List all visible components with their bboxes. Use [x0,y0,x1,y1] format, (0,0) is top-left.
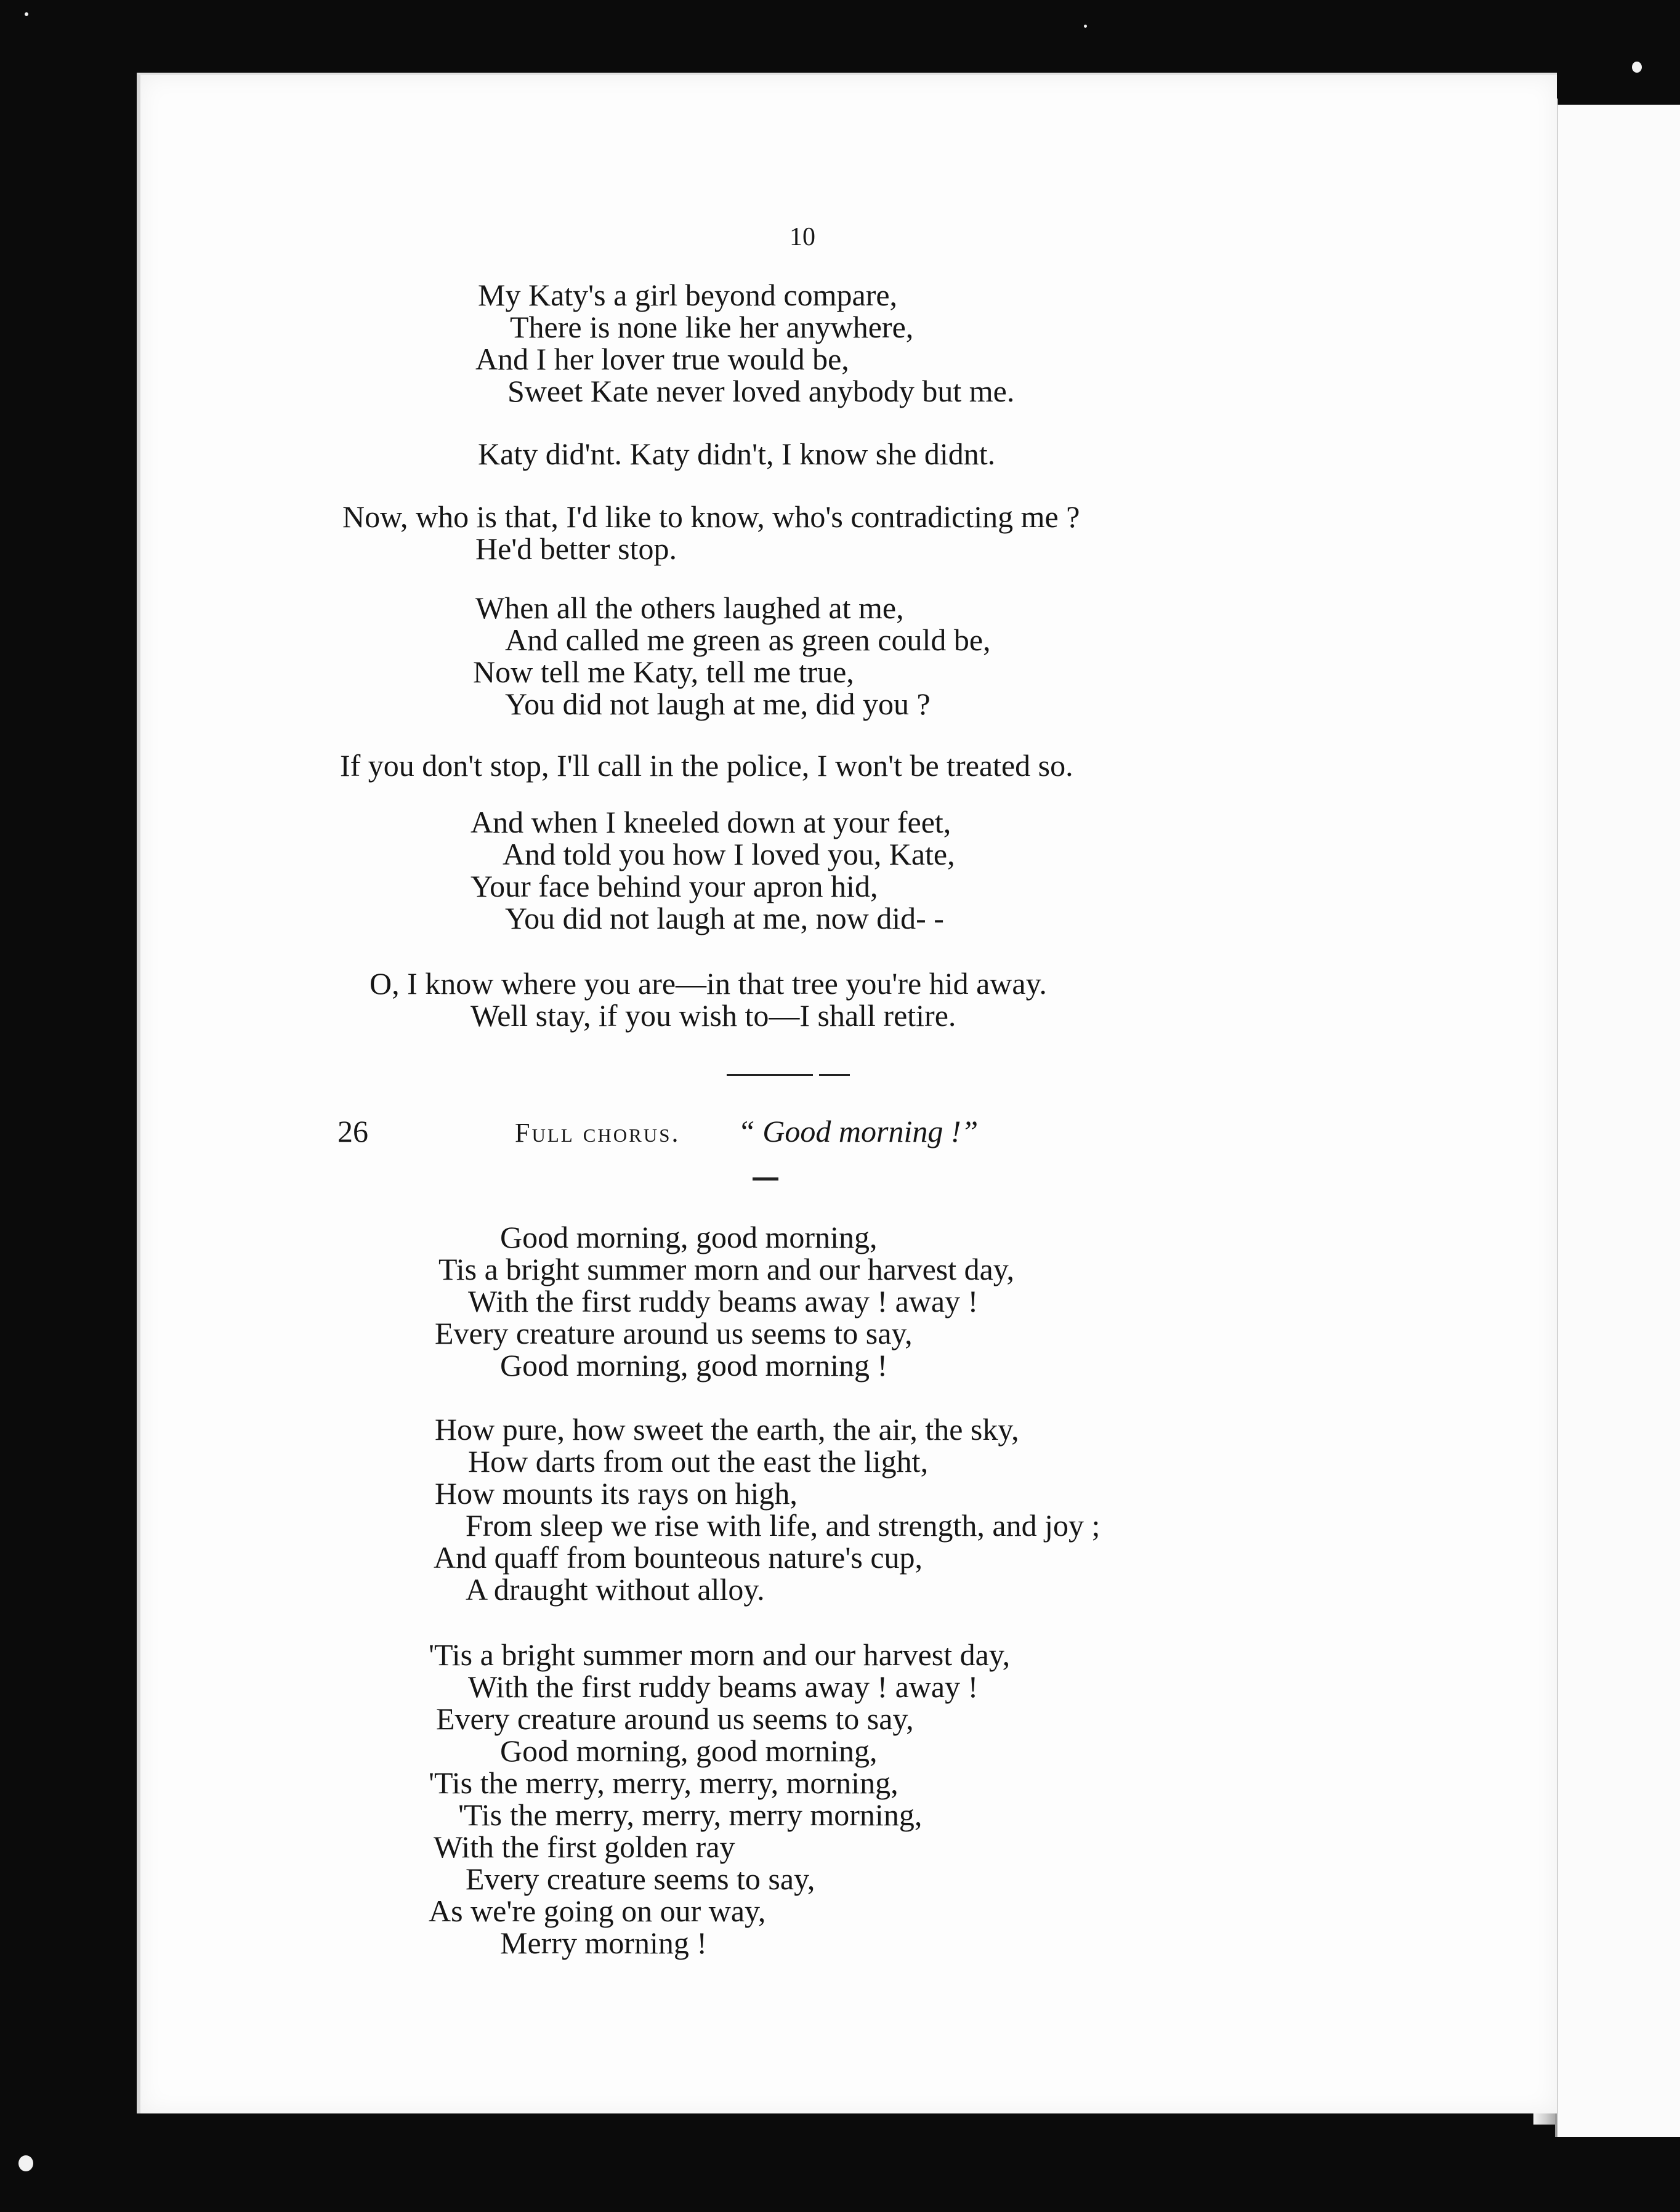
chorus-line: Every creature seems to say, [466,1862,815,1896]
chorus-line: Every creature around us seems to say, [436,1701,914,1736]
verse-line: And I her lover true would be, [475,342,849,376]
verse-line: And told you how I loved you, Kate, [503,837,955,871]
facing-page-edge [1555,105,1680,2137]
section-divider [727,1074,813,1076]
chorus-line: And quaff from bounteous nature's cup, [434,1540,923,1575]
verse-line: You did not laugh at me, now did- - [505,901,944,935]
chorus-line: Every creature around us seems to say, [435,1316,913,1350]
spoken-line: He'd better stop. [475,531,677,566]
verse-line: Now tell me Katy, tell me true, [473,655,854,689]
section-number: 26 [337,1114,368,1148]
dust-speck [1084,25,1087,28]
chorus-line: How darts from out the east the light, [468,1444,929,1479]
spoken-line: Now, who is that, I'd like to know, who's contradicting me ? [342,499,1080,534]
chorus-line: How pure, how sweet the earth, the air, the sky, [435,1412,1019,1447]
spoken-line: Well stay, if you wish to—I shall retire. [470,998,956,1033]
chorus-line: Merry morning ! [500,1926,708,1960]
verse-line: My Katy's a girl beyond compare, [478,278,898,312]
chorus-line: With the first ruddy beams away ! away ! [468,1669,979,1704]
dust-speck [18,2155,33,2171]
verse-line: Sweet Kate never loved anybody but me. [507,374,1015,408]
verse-line: And when I kneeled down at your feet, [470,805,951,839]
page-number: 10 [790,223,815,251]
verse-line: And called me green as green could be, [505,623,991,657]
verse-line: Your face behind your apron hid, [470,869,878,903]
chorus-line: How mounts its rays on high, [435,1476,798,1511]
chorus-line: From sleep we rise with life, and strength, and joy ; [466,1508,1100,1543]
song-title: “ Good morning !” [738,1114,979,1148]
verse-line: There is none like her anywhere, [510,310,914,344]
spoken-line: O, I know where you are—in that tree you're hid away. [370,966,1047,1001]
chorus-line: Good morning, good morning ! [500,1348,888,1383]
chorus-line: As we're going on our way, [429,1894,766,1928]
title-underline-ornament [753,1177,778,1181]
section-divider [819,1074,850,1076]
spoken-line: If you don't stop, I'll call in the police, I won't be treated so. [340,748,1073,783]
dust-speck [1632,62,1642,73]
chorus-line: Good morning, good morning, [500,1734,878,1768]
chorus-line: 'Tis the merry, merry, merry morning, [458,1798,923,1832]
chorus-line: With the first ruddy beams away ! away ! [468,1284,979,1318]
section-heading: Full chorus. [515,1118,680,1148]
chorus-line: Good morning, good morning, [500,1220,878,1254]
chorus-line: With the first golden ray [434,1830,735,1864]
chorus-line: A draught without alloy. [466,1572,765,1607]
verse-line: You did not laugh at me, did you ? [505,687,931,721]
verse-line: When all the others laughed at me, [475,591,904,625]
chorus-line: 'Tis a bright summer morn and our harvest day, [429,1637,1011,1672]
chorus-line: 'Tis the merry, merry, merry, morning, [429,1766,899,1800]
spoken-line: Katy did'nt. Katy didn't, I know she didnt. [478,437,996,471]
dust-speck [25,12,28,16]
chorus-line: Tis a bright summer morn and our harvest day, [438,1252,1015,1286]
